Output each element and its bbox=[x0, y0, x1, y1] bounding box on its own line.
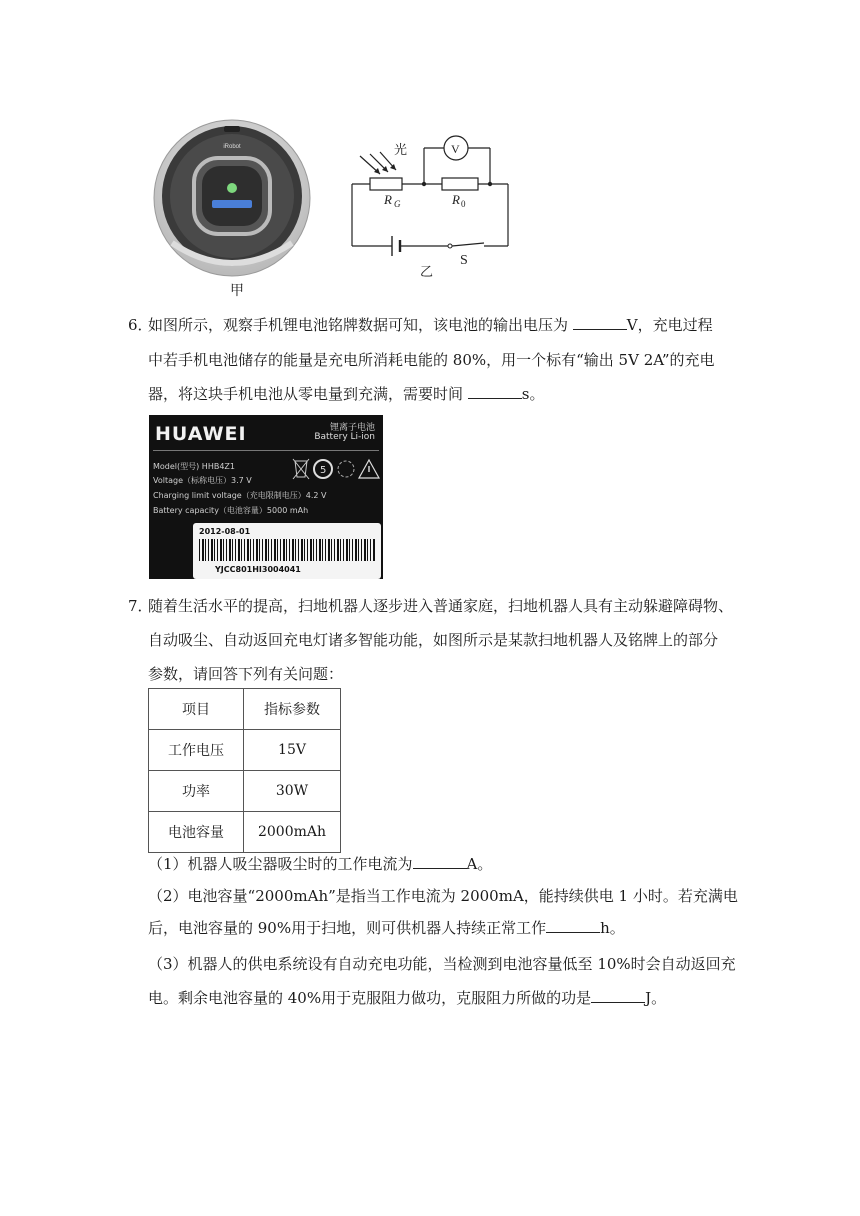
q7-sub2-text-a: 后，电池容量的 90%用于扫地，则可供机器人持续正常工作 bbox=[148, 919, 547, 937]
q7-blank-work[interactable] bbox=[591, 988, 645, 1003]
barcode-panel bbox=[193, 523, 381, 579]
question-7-number: 7． bbox=[128, 597, 153, 615]
question-6-number: 6． bbox=[128, 316, 153, 334]
q7-sub3-text-a: 电。剩余电池容量的 40%用于克服阻力做功，克服阻力所做的功是 bbox=[148, 989, 592, 1007]
table-cell: 电池容量 bbox=[149, 812, 244, 853]
q6-blank-time[interactable] bbox=[468, 384, 522, 399]
barcode-graphic bbox=[199, 539, 375, 561]
table-cell: 15V bbox=[244, 730, 341, 771]
svg-text:5: 5 bbox=[320, 465, 327, 476]
battery-label-image bbox=[149, 415, 383, 579]
battery-serial: YJCC801HI3004041 bbox=[215, 565, 301, 574]
recycle-icons bbox=[291, 457, 381, 485]
q6-line3-text-a: 器，将这块手机电池从零电量到充满，需要时间 bbox=[148, 385, 468, 403]
robot-brand-text: iRobot bbox=[223, 144, 241, 150]
q7-sub-question-3-line-1: （3）机器人的供电系统设有自动充电功能，当检测到电池容量低至 10%时会自动返回充 bbox=[148, 955, 736, 973]
r0-label: R bbox=[452, 192, 460, 207]
q7-sub1-text-b: A。 bbox=[466, 855, 493, 873]
q7-sub-question-2-line-1: （2）电池容量“2000mAh”是指当工作电流为 2000mA，能持续供电 1 小时。若充满电 bbox=[148, 887, 738, 905]
table-cell: 30W bbox=[244, 771, 341, 812]
table-header-row bbox=[149, 689, 341, 730]
battery-voltage: Voltage（标称电压）3.7 V bbox=[153, 476, 252, 485]
question-6-line-3 bbox=[148, 384, 544, 404]
battery-date: 2012-08-01 bbox=[199, 527, 251, 536]
q7-sub-question-1 bbox=[148, 854, 492, 874]
robot-vacuum-image bbox=[152, 118, 312, 278]
q6-line3-text-b: s。 bbox=[521, 385, 545, 403]
q7-sub-question-2-line-2 bbox=[148, 918, 625, 938]
robot-caption: 甲 bbox=[230, 283, 244, 299]
battery-type-en: Battery Li-ion bbox=[314, 432, 375, 442]
battery-capacity: Battery capacity（电池容量）5000 mAh bbox=[153, 506, 309, 515]
switch-label: S bbox=[460, 253, 468, 268]
q7-blank-hours[interactable] bbox=[546, 918, 600, 933]
table-cell: 2000mAh bbox=[244, 812, 341, 853]
r0-subscript: 0 bbox=[461, 199, 466, 209]
q7-sub3-text-b: J。 bbox=[645, 989, 667, 1007]
q6-line1-text-b: V，充电过程 bbox=[626, 316, 713, 334]
circuit-caption: 乙 bbox=[420, 265, 434, 280]
table-cell: 功率 bbox=[149, 771, 244, 812]
q6-line1-text-a: 如图所示，观察手机锂电池铭牌数据可知，该电池的输出电压为 bbox=[148, 316, 573, 334]
table-row bbox=[149, 730, 341, 771]
rg-subscript: G bbox=[394, 199, 401, 209]
table-row bbox=[149, 812, 341, 853]
circuit-diagram bbox=[348, 132, 518, 282]
q7-blank-current[interactable] bbox=[413, 854, 467, 869]
question-7-line-2: 自动吸尘、自动返回充电灯诸多智能功能，如图所示是某款扫地机器人及铭牌上的部分 bbox=[148, 631, 719, 649]
table-row bbox=[149, 771, 341, 812]
robot-parameter-table bbox=[148, 688, 341, 853]
table-header-cell: 项目 bbox=[149, 689, 244, 730]
battery-divider bbox=[153, 450, 379, 451]
q6-blank-voltage[interactable] bbox=[573, 315, 627, 330]
battery-model: Model(型号) HHB4Z1 bbox=[153, 462, 235, 471]
rg-label: R bbox=[384, 192, 392, 207]
q7-sub-question-3-line-2 bbox=[148, 988, 666, 1008]
question-6-line-2: 中若手机电池储存的能量是充电所消耗电能的 80%，用一个标有“输出 5V 2A”的充电 bbox=[148, 351, 715, 369]
light-label: 光 bbox=[394, 143, 408, 158]
voltmeter-label: V bbox=[451, 142, 460, 156]
question-7-line-1: 随着生活水平的提高，扫地机器人逐步进入普通家庭，扫地机器人具有主动躲避障碍物、 bbox=[148, 597, 734, 615]
question-6-line-1 bbox=[148, 315, 713, 335]
question-7-line-3: 参数，请回答下列有关问题： bbox=[148, 665, 344, 683]
table-cell: 工作电压 bbox=[149, 730, 244, 771]
battery-type-cn: 锂离子电池 bbox=[329, 423, 375, 433]
q7-sub2-text-b: h。 bbox=[600, 919, 625, 937]
q7-sub1-text-a: （1）机器人吸尘器吸尘时的工作电流为 bbox=[148, 855, 413, 873]
table-header-cell: 指标参数 bbox=[244, 689, 341, 730]
battery-charge-limit: Charging limit voltage（充电限制电压）4.2 V bbox=[153, 491, 327, 500]
battery-brand: HUAWEI bbox=[155, 423, 247, 445]
